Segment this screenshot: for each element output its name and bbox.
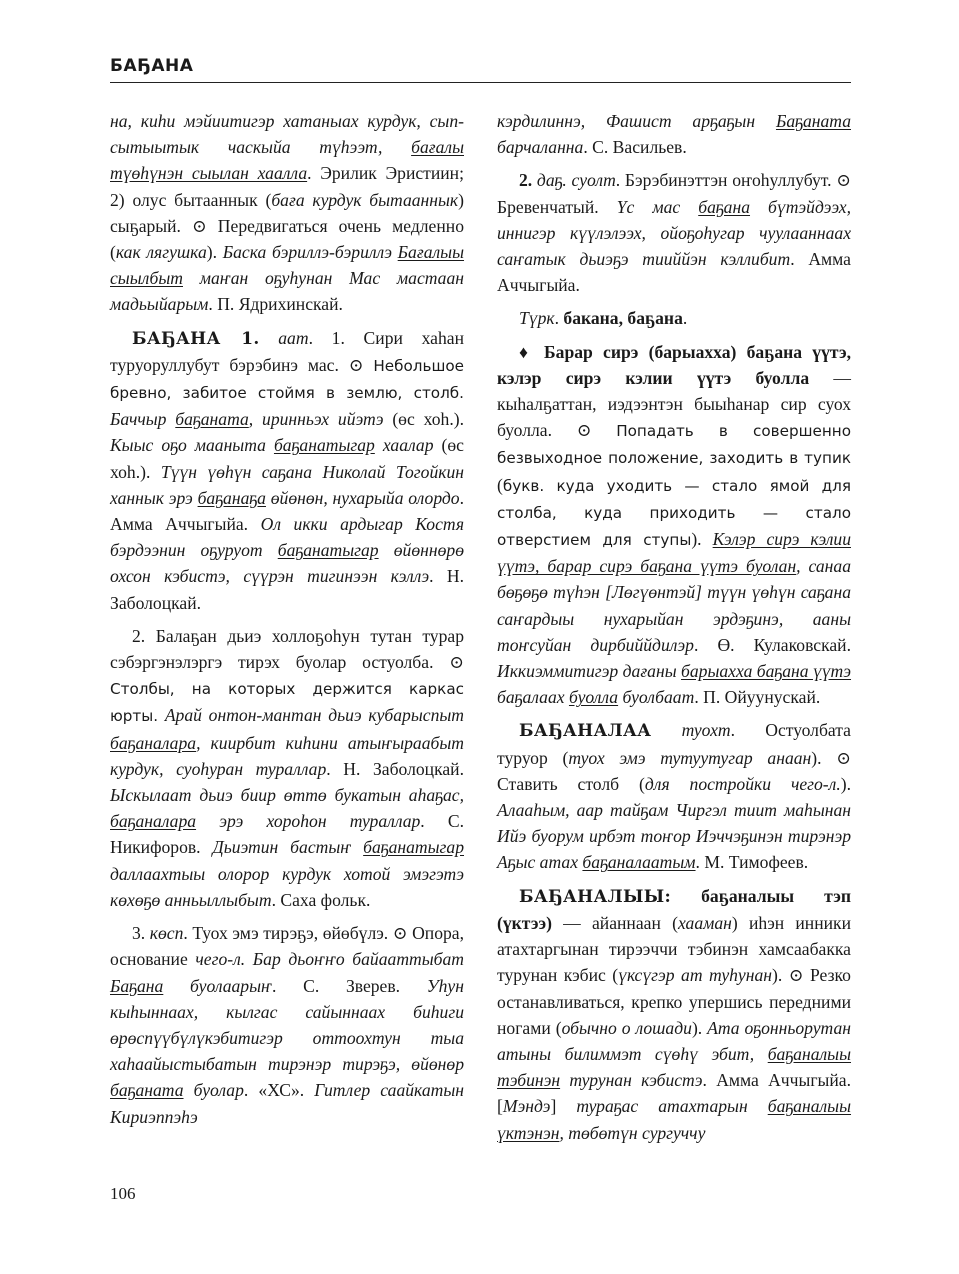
text-run: , иринньэх ийэтэ bbox=[248, 409, 384, 430]
text-run: ( bbox=[497, 474, 503, 495]
text-run: ). bbox=[691, 1017, 708, 1038]
sense-2 bbox=[110, 623, 464, 913]
text-run: БАҔАНАЛЫЫ: bbox=[519, 886, 672, 907]
running-header bbox=[110, 56, 851, 83]
text-run bbox=[245, 949, 253, 969]
text-run: — кыһалҕаттан, иэдээнтэн быыһанар сир суох буолла. ⊙ bbox=[497, 367, 852, 441]
text-run: буолла bbox=[568, 687, 619, 708]
text-run: . Ө. Кулаковскай. bbox=[693, 634, 851, 655]
text-run: Попадать в совершенно безвыходное положение, заходить в тупик bbox=[497, 422, 851, 468]
text-run: Кыыс оҕо мааныта bbox=[110, 435, 274, 456]
text-run: для постройки чего-л. bbox=[644, 773, 841, 794]
text-run: Ол икки ардыгар Костя бэрдээнин оҕуруот bbox=[110, 514, 465, 561]
entry-bagana-2 bbox=[497, 167, 851, 298]
entry-continuation bbox=[110, 108, 464, 318]
text-run: баҕанаҕа bbox=[197, 487, 266, 508]
entry-bagana-1 bbox=[110, 325, 464, 616]
text-run: , төбөтүн сургуччу bbox=[559, 1122, 706, 1143]
text-run: . С. Васильев. bbox=[583, 137, 687, 158]
text-run: үксүгэр ат туһунан bbox=[618, 965, 772, 986]
text-run: . Эрилик Эристиин; 2) олус бытааннык ( bbox=[110, 163, 464, 210]
text-run: баҕанатыгар bbox=[277, 540, 379, 561]
text-run bbox=[260, 328, 279, 348]
text-run: ] bbox=[550, 1096, 577, 1117]
text-run: (өс хоһ.). bbox=[110, 435, 464, 482]
text-run: баҕанатыгар bbox=[363, 837, 464, 858]
entry-baganalyy bbox=[497, 883, 851, 1146]
text-run: Алааһым, аар тайҕам Чиргэл тиит маһынан Ийэ буорум ирбэт тоҥор Иэччэҕинэн тирэнэр Аҕыс атах bbox=[497, 800, 851, 873]
text-run: Небольшое бревно, забитое стоймя в землю, столб. bbox=[110, 356, 464, 403]
text-run: барыахха баҕана үүтэ bbox=[681, 661, 852, 682]
text-run: . Бэрэбинэттэн оҥоһуллубут. ⊙ Бревенчатый. bbox=[497, 170, 852, 217]
right-column bbox=[497, 108, 851, 1153]
text-run: баҕаналара bbox=[110, 732, 197, 753]
text-run: баҕаналара bbox=[110, 811, 197, 832]
text-run: буолар bbox=[183, 1080, 244, 1101]
text-run: аат bbox=[278, 327, 309, 348]
entry-baganalaa bbox=[497, 717, 851, 875]
text-run: өйөннөрө охсон кэбистэ, сүүрэн тигинээн кэллэ bbox=[110, 540, 464, 587]
idiom bbox=[497, 339, 851, 711]
text-run: . «ХС». bbox=[243, 1080, 315, 1101]
text-run: Бар дьоҥҥо байааттыбат bbox=[252, 949, 465, 970]
text-run: көсп bbox=[149, 923, 184, 944]
text-run: баҕалаах bbox=[497, 687, 569, 708]
etymology bbox=[497, 305, 851, 331]
text-run bbox=[671, 886, 701, 906]
text-run: Баска бэриллэ-бэриллэ bbox=[222, 242, 398, 263]
text-run bbox=[158, 705, 165, 725]
text-run: — айаннаан ( bbox=[551, 912, 678, 933]
text-run: Арай онтон-мантан дьиэ кубарыспыт bbox=[164, 705, 464, 726]
text-run: ). bbox=[691, 529, 713, 550]
text-run: тураҕас атахтарын bbox=[576, 1096, 768, 1117]
text-run: . С. Зверев. bbox=[271, 975, 427, 996]
text-run: туохт bbox=[681, 720, 731, 741]
text-run: на, киһи мэйиитигэр хатаныах курдук, сып-сытыытык часкыйа түһээт, bbox=[110, 111, 464, 158]
text-run: ). bbox=[840, 773, 851, 794]
text-run: Түүн үөһүн саҕана Николай Тогойкин ханнык эрэ bbox=[110, 461, 464, 508]
text-run: . bbox=[682, 308, 688, 329]
text-run: ). ⊙ Ставить столб ( bbox=[497, 747, 851, 794]
text-run: ) сыҕарый. ⊙ Передвигаться очень медленно ( bbox=[110, 189, 465, 263]
text-run: . П. Ядрихинскай. bbox=[208, 294, 343, 315]
text-run: өйөнөн, нухарыйа олордо bbox=[265, 487, 460, 508]
text-run: Баҕаната bbox=[775, 111, 851, 131]
text-run: баҕаналыы үктэнэн bbox=[497, 1096, 852, 1143]
text-run: БАҔАНАЛАА bbox=[519, 721, 652, 742]
text-run: кэрдилиннэ, Фашист арҕаҕын bbox=[497, 111, 776, 131]
text-run: . Туох эмэ тирэҕэ, өйөбүлэ. ⊙ Опора, основание bbox=[110, 923, 465, 970]
text-run: бакана, баҕана bbox=[563, 308, 683, 329]
text-run: , санаа бөҕөҕө түһэн [Лөгүөнтэй] түүн үөһүн саҕана саҥардыы нухарыйан эрдэҕинэ, ааны тоҥсуйан дирбиййдилэр bbox=[497, 556, 851, 655]
page-number: 106 bbox=[110, 1184, 136, 1203]
text-run: Дьиэтин бастыҥ bbox=[212, 837, 364, 858]
text-run: баҕаната bbox=[175, 409, 249, 430]
text-run: баға курдук бытааннык bbox=[271, 189, 459, 210]
text-run: . С. Никифоров. bbox=[110, 811, 464, 858]
text-run: буолаарыҥ bbox=[163, 975, 272, 996]
sense-3-continuation bbox=[497, 108, 851, 160]
text-run: , киирбит киһини атыҥыраабыт курдук, суоһуран тураллар bbox=[110, 732, 464, 779]
text-run bbox=[651, 720, 681, 740]
left-column bbox=[110, 108, 464, 1137]
text-run: хаалар bbox=[374, 435, 434, 456]
sense-3 bbox=[110, 920, 464, 1130]
text-run: бағалы түөһүнэн сыылан хаалла bbox=[110, 137, 464, 184]
text-run: 3. bbox=[132, 923, 150, 944]
text-run: ) иһэн инники атахтаргынан тирээччи тэбинэн хамсаабакка турунан кэбис ( bbox=[497, 912, 852, 986]
text-run: баҕаналыы тэбинэн bbox=[497, 1043, 851, 1091]
text-run: турунан кэбистэ bbox=[560, 1070, 703, 1091]
text-run: . П. Ойуунускай. bbox=[694, 687, 821, 708]
text-run: . М. Тимофеев. bbox=[695, 852, 809, 873]
text-run: . Амма Аччыгыйа. bbox=[110, 487, 464, 535]
text-run: Мэндэ bbox=[502, 1096, 551, 1117]
text-run: . Саха фольк. bbox=[271, 889, 371, 910]
text-run: Бағалыы сыылбыт bbox=[110, 242, 465, 289]
text-run: Ыскылаат дьиэ биир өттө букатын аһаҕас, bbox=[110, 785, 464, 806]
text-run: барчаланна bbox=[497, 137, 584, 158]
text-run: ). bbox=[206, 242, 223, 263]
text-run: . 1. Сири хаһан туруоруллубут бэрэбинэ мас. ⊙ bbox=[110, 327, 464, 375]
text-run: Иккиэммитигэр дағаны bbox=[497, 661, 682, 682]
text-run: Столбы, на которых держится каркас юрты. bbox=[110, 680, 464, 726]
text-run: ). ⊙ Резко останавливаться, крепко упершись передними ногами ( bbox=[497, 965, 851, 1038]
text-run: . Амма Аччыгыйа. [ bbox=[497, 1070, 851, 1117]
text-run: . Амма Аччыгыйа. bbox=[497, 249, 851, 296]
text-run: . bbox=[554, 308, 564, 329]
text-run: . Н. Заболоцкай. bbox=[110, 566, 464, 613]
text-run: Гитлер саайкатын Кириэппэһэ bbox=[110, 1080, 464, 1127]
text-run: 2. Балаҕан дьиэ холлоҕоһун тутан турар сэбэргэнэлэргэ тирэх буолар остуолба. ⊙ bbox=[110, 625, 464, 673]
text-run: . Остуолбата туруор ( bbox=[497, 720, 851, 768]
text-run: Баччыр bbox=[110, 409, 176, 430]
text-run: Уһун кыһыннаах, кылгас сайыннаах биһиги өрөспүүбүлүкэбитигэр оттоохтун тыа хаһаайыстыбатын тирэнэр тирэҕэ, өйөнөр bbox=[110, 975, 464, 1075]
text-run: Түрк bbox=[519, 308, 555, 329]
text-run: баҕанатыгар bbox=[273, 435, 375, 456]
text-run: баҕана bbox=[698, 196, 751, 217]
text-run: баҕаналаатым bbox=[582, 852, 696, 873]
text-run: Үс мас bbox=[616, 196, 699, 217]
text-run: 2. bbox=[519, 170, 537, 191]
text-run: бүтэйдээх, иннигэр күүлэлээх, ойоҕоһугар чуулааннаах саҥатык дьиэҕэ тииййэн кэллибит bbox=[497, 196, 851, 270]
text-run: Кэлэр сирэ кэлии үүтэ, барар сирэ баҕана үүтэ буолан bbox=[497, 529, 851, 577]
text-run: чего-л. bbox=[195, 949, 246, 970]
text-run: (өс хоһ.). bbox=[383, 409, 464, 430]
text-run: даллаахтыы олорор курдук хотой эмэгэтэ көхөҕө анньыллыбыт bbox=[110, 863, 464, 910]
text-run: обычно о лошади bbox=[561, 1017, 692, 1038]
text-run: туох эмэ тутуутугар анаан bbox=[568, 747, 812, 768]
text-run: баҕаналыы тэп (үктээ) bbox=[497, 885, 851, 933]
text-run: эрэ хороһон тураллар bbox=[196, 811, 421, 832]
text-run: БАҔАНА 1. bbox=[132, 328, 260, 349]
text-run: буолбаат bbox=[618, 687, 695, 708]
text-run: букв. куда уходить — стало ямой для столба, куда приходить — стало отверстием для ступы bbox=[497, 476, 851, 550]
text-run: даҕ. суолт bbox=[536, 170, 616, 191]
text-run: Ата оҕонньорутан атыны билиммэт сүөһү эбит, bbox=[497, 1017, 852, 1064]
running-head-word: БАҔАНА bbox=[110, 56, 194, 76]
text-run: баҕаната bbox=[110, 1080, 184, 1101]
text-run: маҥан оҕуһунан Мас мастаан мадьыйарым bbox=[110, 268, 464, 315]
text-run: ♦ Барар сирэ (барыахха) баҕана үүтэ, кэлэр сирэ кэлии үүтэ буолла bbox=[497, 341, 851, 388]
text-run: хааман bbox=[677, 912, 732, 933]
text-run: Баҕана bbox=[110, 975, 164, 996]
text-run: . Н. Заболоцкай. bbox=[326, 758, 464, 779]
text-run: как лягушка bbox=[115, 242, 207, 263]
